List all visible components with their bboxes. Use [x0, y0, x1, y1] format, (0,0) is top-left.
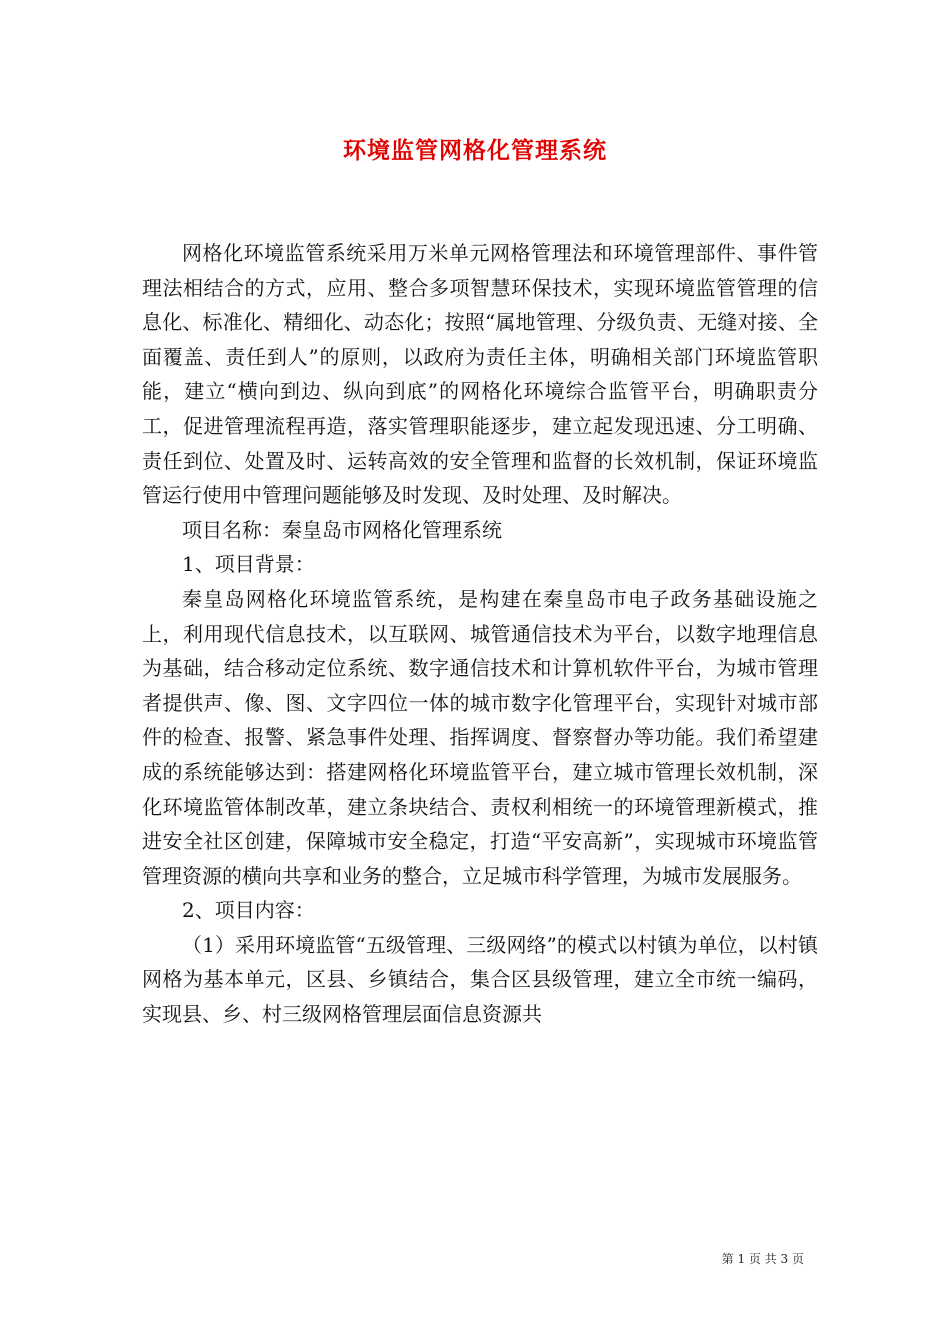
- document-body: [142, 236, 818, 1032]
- document-title: 环境监管网格化管理系统: [343, 137, 607, 164]
- heading-project-content: 2、项目内容：: [182, 898, 315, 923]
- heading-project-background: 1、项目背景：: [182, 552, 315, 577]
- paragraph-project-name: 项目名称：秦皇岛市网格化管理系统: [182, 517, 502, 542]
- paragraph-background: 秦皇岛网格化环境监管系统，是构建在秦皇岛市电子政务基础设施之上，利用现代信息技术，以互联网、城管通信技术为平台，以数字地理信息为基础，结合移动定位系统、数字通信技术和计算机软件平台，为城市管理者提供声、像、图、文字四位一体的城市数字化管理平台，实现针对城市部件的检查、报警、紧急事件处理、指挥调度、督察督办等功能。我们希望建成的系统能够达到：搭建网格化环境监管平台，建立城市管理长效机制，深化环境监管体制改革，建立条块结合、责权利相统一的环境管理新模式，推进安全社区创建，保障城市安全稳定，打造“平安高新”，实现城市环境监管管理资源的横向共享和业务的整合，立足城市科学管理，为城市发展服务。: [142, 586, 818, 888]
- page-number-footer: 第 1 页 共 3 页: [721, 1252, 804, 1266]
- paragraph-intro: 网格化环境监管系统采用万米单元网格管理法和环境管理部件、事件管理法相结合的方式，应用、整合多项智慧环保技术，实现环境监管管理的信息化、标准化、精细化、动态化；按照“属地管理、分级负责、无缝对接、全面覆盖、责任到人”的原则，以政府为责任主体，明确相关部门环境监管职能，建立“横向到边、纵向到底”的网格化环境综合监管平台，明确职责分工，促进管理流程再造，落实管理职能逐步，建立起发现迅速、分工明确、责任到位、处置及时、运转高效的安全管理和监督的长效机制，保证环境监管运行使用中管理问题能够及时发现、及时处理、及时解决。: [142, 241, 818, 508]
- paragraph-content-1: （1）采用环境监管“五级管理、三级网络”的模式以村镇为单位，以村镇网格为基本单元，区县、乡镇结合，集合区县级管理，建立全市统一编码，实现县、乡、村三级网格管理层面信息资源共: [142, 932, 818, 1027]
